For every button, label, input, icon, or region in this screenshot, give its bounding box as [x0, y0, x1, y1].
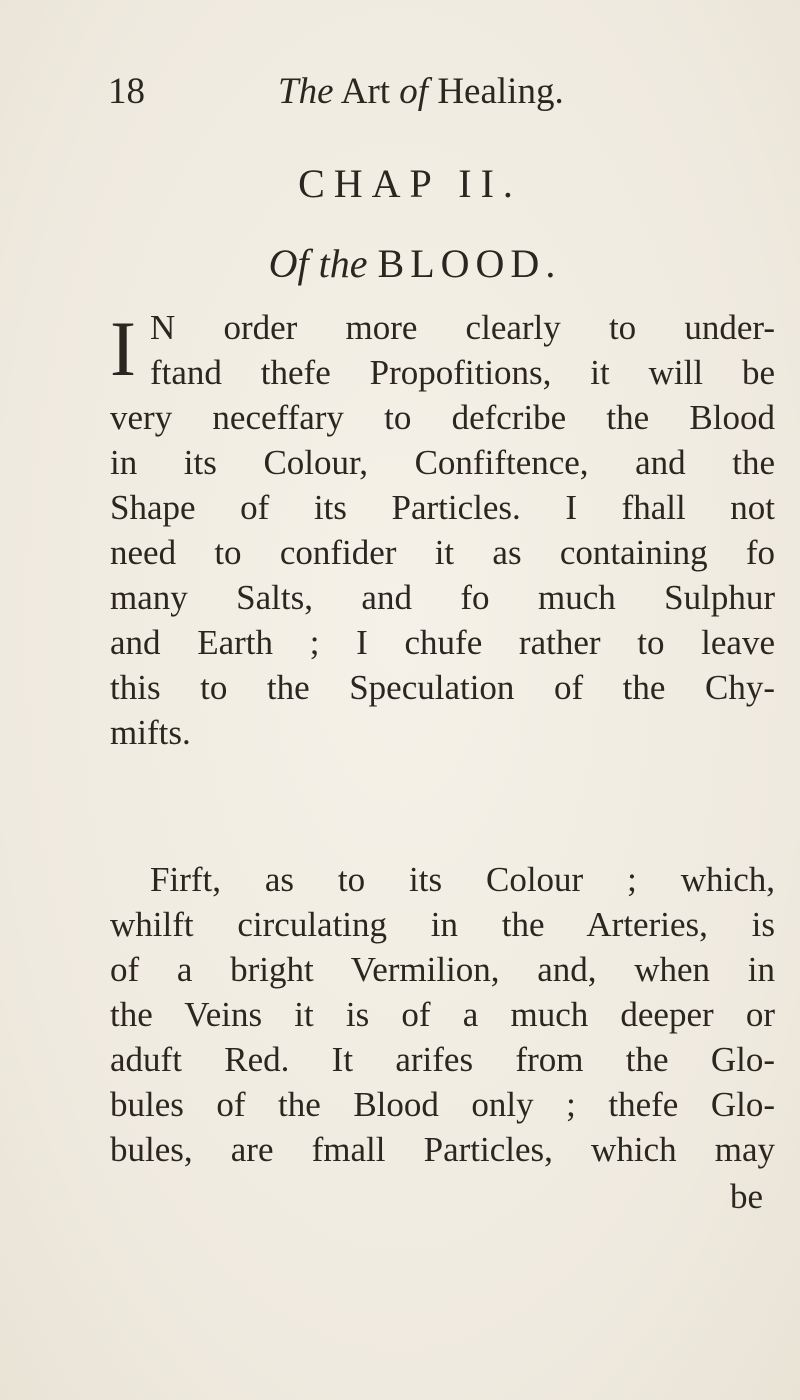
paragraph-line: bules of the Blood only ; thefe Glo-	[110, 1085, 775, 1124]
paragraph-line: N order more clearly to under-	[150, 308, 775, 347]
drop-cap: I	[110, 305, 136, 392]
running-title	[278, 70, 564, 113]
running-title-article: The	[278, 71, 334, 112]
paragraph-line: whilft circulating in the Arteries, is	[110, 905, 775, 944]
paragraph-line: aduft Red. It arifes from the Glo-	[110, 1040, 775, 1079]
paragraph-two	[110, 860, 775, 1216]
paragraph-one	[110, 305, 775, 752]
running-title-healing: Healing.	[437, 71, 564, 112]
paragraph-line: mifts.	[110, 713, 191, 752]
subtitle-the: the	[318, 241, 368, 286]
chapter-heading: CHAP II.	[298, 161, 522, 206]
subtitle-blood: BLOOD.	[377, 241, 562, 286]
chapter-subtitle	[0, 240, 800, 287]
running-header	[108, 70, 668, 120]
paragraph-line: in its Colour, Confiftence, and the	[110, 443, 775, 482]
running-title-of: of	[399, 71, 429, 112]
catchword: be	[730, 1177, 764, 1216]
paragraph-line: ftand thefe Propofitions, it will be	[150, 353, 775, 392]
paragraph-line: and Earth ; I chufe rather to leave	[110, 623, 775, 662]
running-title-art: Art	[340, 71, 391, 112]
paragraph-line: Firft, as to its Colour ; which,	[150, 860, 775, 899]
paragraph-line: need to confider it as containing fo	[110, 533, 775, 572]
paragraph-line: many Salts, and fo much Sulphur	[110, 578, 775, 617]
paragraph-line: Shape of its Particles. I fhall not	[110, 488, 775, 527]
paragraph-line: the Veins it is of a much deeper or	[110, 995, 775, 1034]
paragraph-line: bules, are fmall Particles, which may	[110, 1130, 775, 1169]
paragraph-line: very neceffary to defcribe the Blood	[110, 398, 775, 437]
paragraph-line: this to the Speculation of the Chy-	[110, 668, 775, 707]
subtitle-of: Of	[268, 241, 309, 286]
paragraph-line: of a bright Vermilion, and, when in	[110, 950, 775, 989]
page-number: 18	[108, 71, 145, 112]
